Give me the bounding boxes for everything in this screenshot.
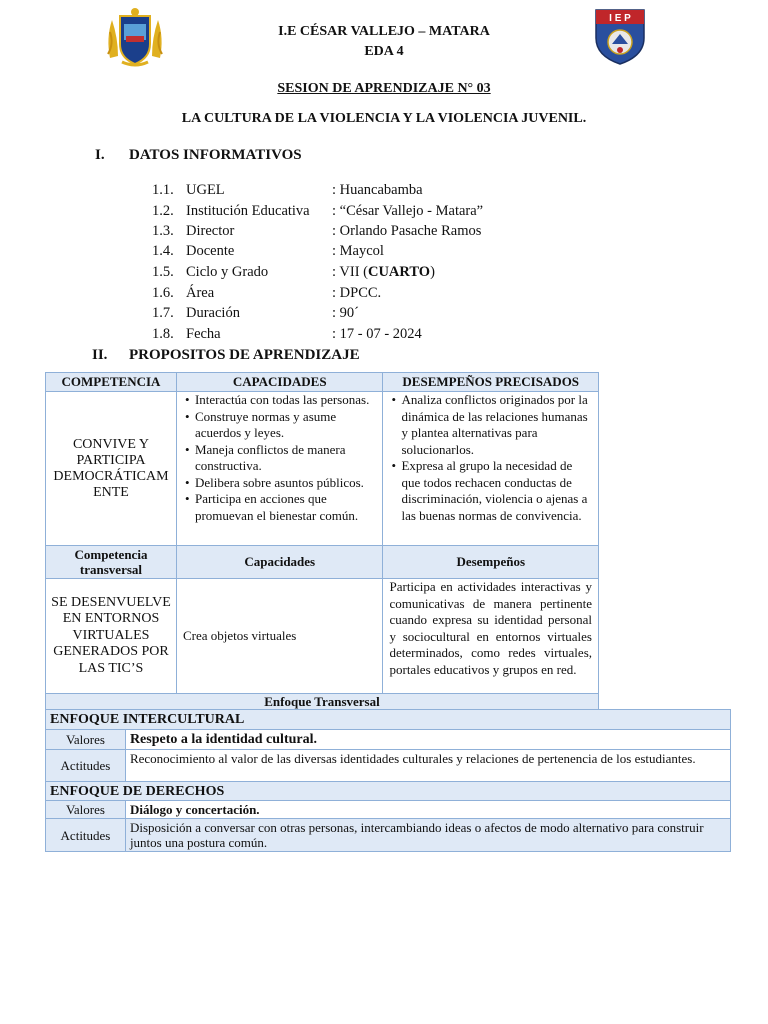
competencia-cell: [46, 392, 177, 546]
info-value: : Orlando Pasache Ramos: [332, 223, 482, 239]
info-number: 1.5.: [152, 264, 174, 280]
list-item: • Maneja conflictos de manera constructiva.: [195, 442, 379, 475]
header-competencia-transversal: Competencia transversal: [46, 546, 177, 579]
info-number: 1.3.: [152, 223, 174, 239]
info-value-grade: CUARTO: [367, 264, 431, 280]
list-item: • Participa en acciones que promuevan el bienestar común.: [195, 491, 379, 524]
info-number: 1.1.: [152, 182, 174, 198]
actitudes-value: Disposición a conversar con otras personas, intercambiando ideas o afectos de modo alternativo para construir juntos una postura común.: [125, 819, 730, 852]
competencia-transversal-cell: SE DESENVUELVE EN ENTORNOS VIRTUALES GENERADOS POR LAS TIC’S: [46, 579, 177, 694]
list-item: • Delibera sobre asuntos públicos.: [195, 475, 379, 492]
info-value: [332, 264, 435, 281]
svg-text:I E P: I E P: [609, 13, 631, 24]
info-number: 1.8.: [152, 326, 174, 342]
valores-value: Respeto a la identidad cultural.: [125, 730, 730, 750]
list-item: • Interactúa con todas las personas.: [195, 392, 379, 409]
desempeno-transversal-cell: Participa en actividades interactivas y comunicativas de manera pertinente cuando expresa su identidad personal y sociocultural en entornos virtuales determinados, como redes virtuales, portales educativos y grupos en red.: [383, 579, 599, 694]
actitudes-label: Actitudes: [46, 750, 126, 782]
section-2-number: II.: [92, 347, 108, 363]
info-value: : 90´: [332, 305, 359, 321]
header-capacidades-transversal: Capacidades: [176, 546, 383, 579]
competencies-table: [45, 372, 599, 712]
desempenos-list: [389, 392, 594, 524]
info-label: Fecha: [186, 326, 221, 342]
competencia-text: CONVIVE Y PARTICIPA DEMOCRÁTICAM ENTE: [53, 436, 169, 500]
enfoque-transversal-title: Enfoque Transversal: [46, 694, 599, 712]
info-label: Duración: [186, 305, 240, 321]
header-desempenos-transversal: Desempeños: [383, 546, 599, 579]
list-item: • Analiza conflictos originados por la dinámica de las relaciones humanas y plantea alternativas para solucionarlos.: [401, 392, 594, 458]
info-label: Área: [186, 285, 215, 301]
school-name: I.E CÉSAR VALLEJO – MATARA: [278, 24, 490, 39]
capacidades-cell: [176, 392, 383, 546]
topic-title: LA CULTURA DE LA VIOLENCIA Y LA VIOLENCIA JUVENIL.: [181, 111, 587, 126]
header-capacidades: CAPACIDADES: [176, 373, 383, 392]
info-value: : Maycol: [332, 243, 384, 259]
info-label: Docente: [186, 243, 235, 259]
valores-value: Diálogo y concertación.: [125, 801, 730, 819]
desempenos-cell: [383, 392, 599, 546]
section-2-title: PROPOSITOS DE APRENDIZAJE: [129, 347, 360, 363]
header-desempenos: DESEMPEÑOS PRECISADOS: [383, 373, 599, 392]
enfoque-title: ENFOQUE INTERCULTURAL: [46, 710, 731, 730]
capacidades-list: [183, 392, 379, 524]
session-title: SESION DE APRENDIZAJE N° 03: [277, 81, 491, 96]
info-number: 1.6.: [152, 285, 174, 301]
list-item: • Construye normas y asume acuerdos y leyes.: [195, 409, 379, 442]
info-value-suffix: ): [430, 264, 435, 280]
section-1-number: I.: [95, 147, 105, 163]
header-competencia: COMPETENCIA: [46, 373, 177, 392]
valores-label: Valores: [46, 730, 126, 750]
capacidad-transversal-cell: Crea objetos virtuales: [176, 579, 383, 694]
info-label: Director: [186, 223, 235, 239]
valores-label: Valores: [46, 801, 126, 819]
info-value: : 17 - 07 - 2024: [332, 326, 422, 342]
info-value: : Huancabamba: [332, 182, 423, 198]
section-1-title: DATOS INFORMATIVOS: [129, 147, 302, 163]
info-number: 1.7.: [152, 305, 174, 321]
info-label: Ciclo y Grado: [186, 264, 269, 280]
list-item: • Expresa al grupo la necesidad de que todos rechacen conductas de discriminación, violencia o ajenas a las buenas normas de convivencia.: [401, 458, 594, 524]
info-number: 1.4.: [152, 243, 174, 259]
actitudes-label: Actitudes: [46, 819, 126, 852]
enfoques-table: [45, 709, 731, 852]
actitudes-value: Reconocimiento al valor de las diversas identidades culturales y relaciones de pertenencia de los estudiantes.: [125, 750, 730, 782]
enfoque-title: ENFOQUE DE DERECHOS: [46, 782, 731, 801]
info-value: : “César Vallejo - Matara”: [332, 203, 484, 219]
eda-label: EDA 4: [364, 44, 404, 59]
info-value: : DPCC.: [332, 285, 382, 301]
info-value-prefix: : VII (: [332, 264, 368, 280]
info-number: 1.2.: [152, 203, 174, 219]
info-label: UGEL: [186, 182, 225, 198]
info-label: Institución Educativa: [186, 203, 310, 219]
